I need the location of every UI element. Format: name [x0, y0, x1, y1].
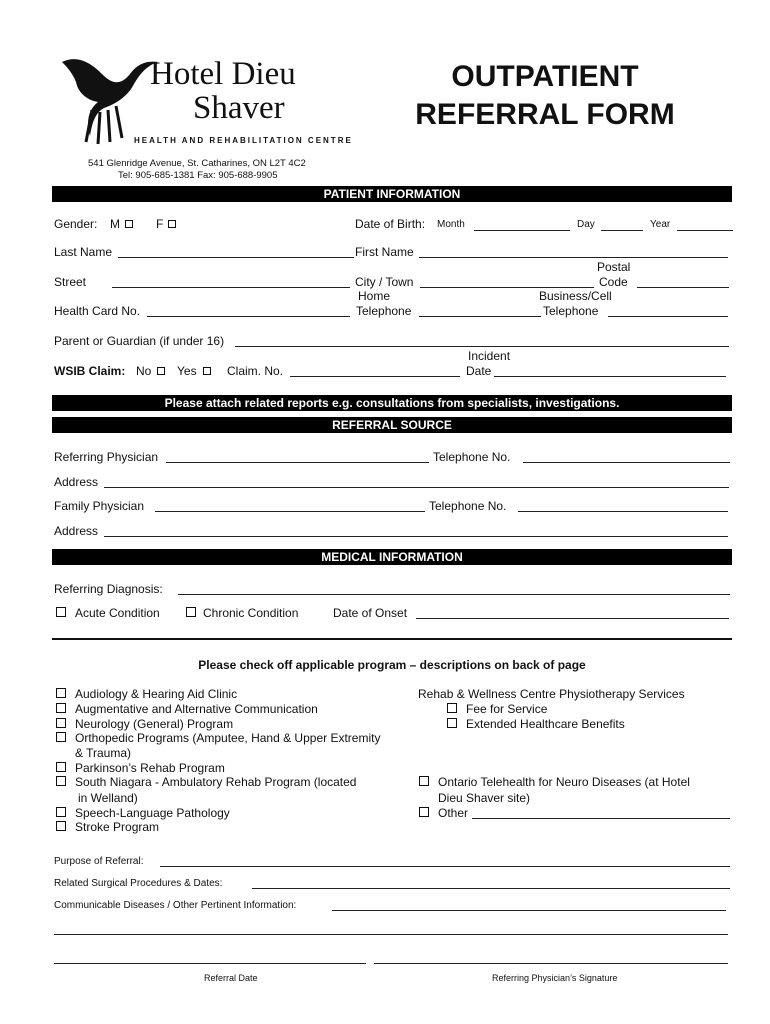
home-label: Home	[358, 289, 391, 303]
south-niagara-label: South Niagara - Ambulatory Rehab Program (located	[75, 775, 357, 789]
communicable-label: Communicable Diseases / Other Pertinent Information:	[54, 900, 297, 911]
other-program-field[interactable]	[472, 818, 730, 819]
orthopedic-label: Orthopedic Programs (Amputee, Hand & Upper Extremity	[75, 731, 381, 745]
claim-no-field[interactable]	[290, 376, 460, 377]
acute-condition-checkbox[interactable]	[56, 607, 66, 617]
form-title-line2: REFERRAL FORM	[415, 98, 675, 131]
hospital-address: 541 Glenridge Avenue, St. Catharines, ON L2T 4C2	[88, 158, 306, 169]
audiology-checkbox[interactable]	[56, 688, 66, 698]
health-card-field[interactable]	[147, 316, 350, 317]
referring-diagnosis-field[interactable]	[178, 594, 730, 595]
last-name-field[interactable]	[118, 257, 354, 258]
signature-field[interactable]	[374, 963, 728, 964]
guardian-field[interactable]	[235, 346, 729, 347]
referral-source-header: REFERRAL SOURCE	[52, 417, 732, 433]
family-physician-label: Family Physician	[54, 499, 145, 513]
first-name-field[interactable]	[419, 257, 728, 258]
guardian-label: Parent or Guardian (if under 16)	[54, 334, 225, 348]
stroke-checkbox[interactable]	[56, 821, 66, 831]
extended-benefits-checkbox[interactable]	[447, 718, 457, 728]
fee-for-service-label: Fee for Service	[466, 702, 548, 716]
gender-male-checkbox[interactable]	[125, 220, 133, 228]
speech-language-checkbox[interactable]	[56, 807, 66, 817]
acute-condition-label: Acute Condition	[75, 606, 160, 620]
health-card-label: Health Card No.	[54, 304, 141, 318]
rehab-wellness-title: Rehab & Wellness Centre Physiotherapy Services	[418, 687, 685, 701]
parkinsons-label: Parkinson’s Rehab Program	[75, 761, 225, 775]
street-field[interactable]	[112, 287, 350, 288]
other-program-checkbox[interactable]	[419, 807, 429, 817]
purpose-label: Purpose of Referral:	[54, 856, 144, 867]
date-of-onset-field[interactable]	[416, 618, 729, 619]
medical-info-header: MEDICAL INFORMATION	[52, 549, 732, 565]
business-cell-label: Business/Cell	[539, 289, 612, 303]
incident-date-field[interactable]	[494, 376, 726, 377]
logo-name-line2: Shaver	[193, 90, 285, 126]
family-telephone-field[interactable]	[518, 511, 728, 512]
dob-year-field[interactable]	[677, 230, 733, 231]
ontario-telehealth-label: Ontario Telehealth for Neuro Diseases (at Hotel	[438, 775, 690, 789]
orthopedic-checkbox[interactable]	[56, 732, 66, 742]
gender-male-label: M	[110, 217, 120, 231]
neurology-label: Neurology (General) Program	[75, 717, 234, 731]
aac-checkbox[interactable]	[56, 703, 66, 713]
referral-date-field[interactable]	[54, 963, 366, 964]
street-label: Street	[54, 275, 87, 289]
postal-code-field[interactable]	[637, 287, 729, 288]
claim-no-label: Claim. No.	[227, 364, 284, 378]
city-town-field[interactable]	[420, 287, 594, 288]
gender-female-label: F	[156, 217, 164, 231]
dob-day-field[interactable]	[601, 230, 643, 231]
referral-date-label: Referral Date	[204, 973, 258, 983]
logo-name-line1: Hotel Dieu	[150, 56, 296, 92]
dob-month-label: Month	[437, 219, 465, 230]
wsib-yes-checkbox[interactable]	[203, 367, 211, 375]
home-telephone-label: Telephone	[356, 304, 412, 318]
ontario-telehealth-checkbox[interactable]	[419, 776, 429, 786]
south-niagara-label-cont: in Welland)	[78, 791, 138, 805]
section-divider	[52, 638, 732, 640]
last-name-label: Last Name	[54, 245, 113, 259]
form-title-line1: OUTPATIENT	[451, 60, 639, 93]
dob-month-field[interactable]	[474, 230, 570, 231]
referring-address-field[interactable]	[104, 487, 729, 488]
hospital-phone-fax: Tel: 905-685-1381 Fax: 905-688-9905	[118, 170, 278, 181]
logo-subtitle: HEALTH AND REHABILITATION CENTRE	[134, 136, 353, 145]
programs-heading: Please check off applicable program – descriptions on back of page	[198, 658, 586, 672]
chronic-condition-checkbox[interactable]	[186, 607, 196, 617]
communicable-field[interactable]	[332, 910, 726, 911]
date-of-onset-label: Date of Onset	[333, 606, 408, 620]
attach-reports-notice: Please attach related reports e.g. consultations from specialists, investigations.	[52, 395, 732, 411]
referring-physician-label: Referring Physician	[54, 450, 159, 464]
referring-address-label: Address	[54, 475, 99, 489]
wsib-yes-label: Yes	[177, 364, 197, 378]
family-physician-field[interactable]	[155, 511, 425, 512]
communicable-field-extra[interactable]	[54, 934, 728, 935]
referring-physician-field[interactable]	[166, 462, 429, 463]
extended-benefits-label: Extended Healthcare Benefits	[466, 717, 625, 731]
purpose-field[interactable]	[160, 866, 730, 867]
family-address-label: Address	[54, 524, 99, 538]
first-name-label: First Name	[355, 245, 414, 259]
dob-year-label: Year	[650, 219, 671, 230]
city-town-label: City / Town	[355, 275, 414, 289]
south-niagara-checkbox[interactable]	[56, 776, 66, 786]
surgical-label: Related Surgical Procedures & Dates:	[54, 878, 223, 889]
family-telephone-label: Telephone No.	[429, 499, 507, 513]
dob-label: Date of Birth:	[355, 217, 426, 231]
referring-telephone-label: Telephone No.	[433, 450, 511, 464]
business-telephone-field[interactable]	[608, 316, 728, 317]
wsib-no-label: No	[136, 364, 152, 378]
parkinsons-checkbox[interactable]	[56, 762, 66, 772]
audiology-label: Audiology & Hearing Aid Clinic	[75, 687, 238, 701]
speech-language-label: Speech-Language Pathology	[75, 806, 230, 820]
surgical-field[interactable]	[252, 888, 730, 889]
orthopedic-label-cont: & Trauma)	[75, 746, 132, 760]
neurology-checkbox[interactable]	[56, 718, 66, 728]
stroke-label: Stroke Program	[75, 820, 160, 834]
dob-day-label: Day	[577, 219, 595, 230]
business-telephone-label: Telephone	[543, 304, 599, 318]
home-telephone-field[interactable]	[419, 316, 541, 317]
other-program-label: Other	[438, 806, 469, 820]
incident-label: Incident	[468, 349, 511, 363]
aac-label: Augmentative and Alternative Communication	[75, 702, 318, 716]
fee-for-service-checkbox[interactable]	[447, 703, 457, 713]
postal-label: Postal	[597, 260, 631, 274]
chronic-condition-label: Chronic Condition	[203, 606, 299, 620]
referring-diagnosis-label: Referring Diagnosis:	[54, 582, 163, 596]
ontario-telehealth-label-cont: Dieu Shaver site)	[438, 791, 531, 805]
patient-info-header: PATIENT INFORMATION	[52, 186, 732, 202]
postal-code-label: Code	[599, 275, 628, 289]
wsib-claim-label: WSIB Claim:	[54, 364, 126, 378]
wsib-no-checkbox[interactable]	[157, 367, 165, 375]
family-address-field[interactable]	[104, 536, 728, 537]
incident-date-label: Date	[466, 364, 492, 378]
gender-female-checkbox[interactable]	[168, 220, 176, 228]
gender-label: Gender:	[54, 217, 98, 231]
referring-telephone-field[interactable]	[523, 462, 730, 463]
signature-label: Referring Physician’s Signature	[492, 973, 618, 983]
